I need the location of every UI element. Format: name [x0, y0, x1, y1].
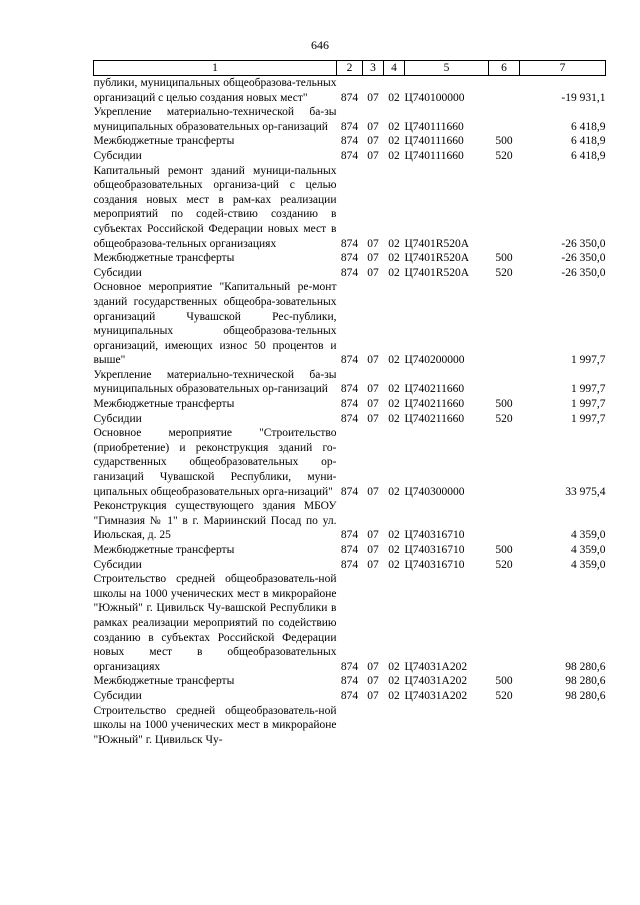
- row-subsection-code: 02: [388, 135, 400, 148]
- table-row: [94, 368, 606, 397]
- row-target-code: Ц7401R520А: [404, 266, 470, 279]
- table-row: [94, 280, 606, 368]
- row-name: Межбюджетные трансферты: [93, 544, 235, 556]
- row-amount: 6 418,9: [571, 120, 606, 133]
- row-ministry-code: 874: [340, 660, 359, 673]
- row-section-code: 07: [367, 149, 379, 162]
- row-target-code: Ц740316710: [404, 558, 465, 571]
- row-amount: 98 280,6: [565, 689, 606, 702]
- header-col-3: 3: [363, 61, 384, 76]
- row-ministry-code: 874: [340, 485, 359, 498]
- row-target-code: Ц740211660: [404, 398, 465, 411]
- row-amount: 98 280,6: [565, 660, 606, 673]
- table-row: [94, 397, 606, 412]
- row-name: Субсидии: [93, 689, 142, 702]
- header-col-1: 1: [94, 61, 337, 76]
- row-ministry-code: 874: [340, 135, 359, 148]
- row-section-code: 07: [367, 675, 379, 688]
- row-target-code: Ц74031А202: [404, 660, 468, 673]
- row-ministry-code: 874: [340, 675, 359, 688]
- table-row: [94, 704, 606, 748]
- row-ministry-code: 874: [340, 383, 359, 396]
- row-target-code: Ц74031А202: [404, 675, 468, 688]
- row-expense-type: 520: [495, 412, 513, 425]
- row-expense-type: [489, 499, 520, 543]
- table-row: [94, 689, 606, 704]
- row-subsection-code: 02: [388, 91, 400, 104]
- row-section-code: 07: [367, 529, 379, 542]
- table-row: [94, 105, 606, 134]
- table-row: [94, 543, 606, 558]
- row-name: Субсидии: [93, 149, 142, 162]
- row-subsection-code: 02: [388, 354, 400, 367]
- row-section-code: 07: [367, 266, 379, 279]
- row-expense-type: 520: [495, 266, 513, 279]
- row-name: Реконструкция существующего здания МБОУ "Гимназия № 1" в г. Мариинский Посад по ул. Июльская, д. 25: [93, 500, 337, 542]
- row-expense-type: 520: [495, 689, 513, 702]
- row-name: Строительство средней общеобразователь-ной школы на 1000 ученических мест в микрорайоне "Южный" г. Цивильск Чу-: [93, 704, 337, 746]
- row-name: Основное мероприятие "Капитальный ре-монт зданий государственных общеобра-зовательных организаций Чувашской Рес-публики, муниципальных общеобразова-тельных организаций, имеющих износ 50 процентов и выше": [93, 281, 337, 367]
- row-expense-type: [489, 368, 520, 397]
- row-subsection-code: 02: [388, 558, 400, 571]
- row-amount: 1 997,7: [571, 383, 606, 396]
- row-subsection-code: 02: [388, 485, 400, 498]
- row-amount: 6 418,9: [571, 135, 606, 148]
- row-amount: 1 997,7: [571, 398, 606, 411]
- row-ministry-code: 874: [340, 544, 359, 556]
- row-subsection-code: 02: [388, 237, 400, 250]
- row-name: Субсидии: [93, 558, 142, 571]
- row-section-code: 07: [367, 91, 379, 104]
- row-amount: 1 997,7: [571, 412, 606, 425]
- row-ministry-code: 874: [340, 266, 359, 279]
- row-target-code: Ц740316710: [404, 529, 465, 542]
- row-section-code: 07: [367, 354, 379, 367]
- table-row: [94, 426, 606, 499]
- row-ministry-code: [337, 704, 363, 748]
- row-subsection-code: 02: [388, 660, 400, 673]
- row-expense-type: 500: [495, 252, 513, 265]
- row-amount: 6 418,9: [571, 149, 606, 162]
- row-target-code: Ц740111660: [404, 149, 464, 162]
- row-ministry-code: 874: [340, 120, 359, 133]
- row-section-code: 07: [367, 660, 379, 673]
- row-subsection-code: 02: [388, 120, 400, 133]
- row-amount: -26 350,0: [561, 252, 606, 265]
- row-subsection-code: 02: [388, 529, 400, 542]
- row-ministry-code: 874: [340, 398, 359, 411]
- row-amount: [520, 704, 606, 748]
- row-expense-type: [489, 164, 520, 252]
- row-target-code: Ц740111660: [404, 120, 464, 133]
- row-amount: 4 359,0: [571, 544, 606, 556]
- row-subsection-code: 02: [388, 149, 400, 162]
- row-ministry-code: 874: [340, 558, 359, 571]
- row-section-code: [363, 704, 384, 748]
- row-subsection-code: 02: [388, 689, 400, 702]
- row-amount: 4 359,0: [571, 558, 606, 571]
- row-ministry-code: 874: [340, 237, 359, 250]
- row-expense-type: [489, 572, 520, 674]
- row-section-code: 07: [367, 135, 379, 148]
- row-expense-type: [489, 105, 520, 134]
- row-subsection-code: 02: [388, 675, 400, 688]
- table-row: [94, 134, 606, 149]
- row-name: Основное мероприятие "Строительство (приобретение) и реконструкция зданий го-сударственных общеобразовательных ор-ганизаций Чувашской Республики, муни-ципальных общеобразовательных орга-низаций": [93, 427, 337, 498]
- row-name: Межбюджетные трансферты: [93, 135, 235, 148]
- row-name: Строительство средней общеобразователь-ной школы на 1000 ученических мест в микрорайоне "Южный" г. Цивильск Чу-вашской Республики в рамках реализации мероприятий по содействию созданию в субъектах Российской Федерации новых мест в общеобразовательных организациях: [93, 573, 337, 673]
- row-subsection-code: 02: [388, 252, 400, 265]
- row-target-code: Ц7401R520А: [404, 252, 470, 265]
- row-amount: 1 997,7: [571, 354, 606, 367]
- row-name: Межбюджетные трансферты: [93, 398, 235, 411]
- row-target-code: [405, 704, 489, 748]
- table-header-row: [94, 61, 606, 76]
- table-row: [94, 499, 606, 543]
- header-col-2: 2: [337, 61, 363, 76]
- row-name: Укрепление материально-технической ба-зы муниципальных образовательных ор-ганизаций: [93, 368, 337, 396]
- row-amount: 33 975,4: [565, 485, 606, 498]
- row-subsection-code: 02: [388, 544, 400, 556]
- row-expense-type: 500: [495, 398, 513, 411]
- row-ministry-code: 874: [340, 529, 359, 542]
- row-section-code: 07: [367, 398, 379, 411]
- row-target-code: Ц740211660: [404, 383, 465, 396]
- row-section-code: 07: [367, 120, 379, 133]
- row-section-code: 07: [367, 558, 379, 571]
- row-expense-type: 500: [495, 135, 513, 148]
- table-body: [94, 76, 606, 748]
- row-name: Субсидии: [93, 412, 142, 425]
- table-row: [94, 251, 606, 266]
- row-ministry-code: 874: [340, 412, 359, 425]
- row-section-code: 07: [367, 252, 379, 265]
- row-amount: 4 359,0: [571, 529, 606, 542]
- row-section-code: 07: [367, 412, 379, 425]
- row-name: публики, муниципальных общеобразова-тельных организаций с целью создания новых мест": [93, 77, 337, 104]
- row-amount: 98 280,6: [565, 675, 606, 688]
- header-col-4: 4: [384, 61, 405, 76]
- row-expense-type: [489, 426, 520, 499]
- row-target-code: Ц740300000: [404, 485, 465, 498]
- row-subsection-code: [384, 704, 405, 748]
- row-ministry-code: 874: [340, 689, 359, 702]
- row-name: Капитальный ремонт зданий муници-пальных общеобразовательных организа-ций с целью создания новых мест в рам-ках реализации мероприятий по содей-ствию созданию в субъектах Российской Федерации новых мест в общеобразова-тельных организациях: [93, 164, 337, 250]
- header-col-5: 5: [405, 61, 489, 76]
- row-expense-type: [489, 280, 520, 368]
- row-section-code: 07: [367, 485, 379, 498]
- row-section-code: 07: [367, 689, 379, 702]
- table-row: [94, 164, 606, 252]
- row-target-code: Ц740316710: [404, 544, 465, 556]
- row-section-code: 07: [367, 383, 379, 396]
- row-expense-type: 500: [495, 544, 513, 556]
- row-expense-type: [489, 76, 520, 106]
- row-subsection-code: 02: [388, 266, 400, 279]
- row-expense-type: [489, 704, 520, 748]
- row-section-code: 07: [367, 237, 379, 250]
- row-expense-type: 520: [495, 558, 513, 571]
- row-target-code: Ц740211660: [404, 412, 465, 425]
- row-name: Межбюджетные трансферты: [93, 675, 235, 688]
- row-name: Укрепление материально-технической ба-зы муниципальных образовательных ор-ганизаций: [93, 106, 337, 133]
- row-target-code: Ц740200000: [404, 354, 465, 367]
- row-ministry-code: 874: [340, 354, 359, 367]
- row-target-code: Ц740100000: [404, 91, 465, 104]
- row-subsection-code: 02: [388, 412, 400, 425]
- header-col-6: 6: [489, 61, 520, 76]
- row-target-code: Ц740111660: [404, 135, 464, 148]
- row-amount: -19 931,1: [561, 91, 606, 104]
- table-row: [94, 572, 606, 674]
- table-row: [94, 149, 606, 164]
- row-ministry-code: 874: [340, 252, 359, 265]
- row-subsection-code: 02: [388, 383, 400, 396]
- row-section-code: 07: [367, 544, 379, 556]
- page-number: 646: [311, 38, 329, 52]
- row-ministry-code: 874: [340, 91, 359, 104]
- budget-table: [93, 60, 606, 747]
- row-target-code: Ц74031А202: [404, 689, 468, 702]
- row-expense-type: 500: [495, 675, 513, 688]
- row-target-code: Ц7401R520А: [404, 237, 470, 250]
- row-expense-type: 520: [495, 149, 513, 162]
- table-row: [94, 412, 606, 427]
- row-name: Субсидии: [93, 266, 142, 279]
- table-row: [94, 266, 606, 281]
- row-name: Межбюджетные трансферты: [93, 252, 235, 265]
- header-col-7: 7: [520, 61, 606, 76]
- table-row: [94, 674, 606, 689]
- row-amount: -26 350,0: [561, 266, 606, 279]
- row-subsection-code: 02: [388, 398, 400, 411]
- table-row: [94, 76, 606, 106]
- row-ministry-code: 874: [340, 149, 359, 162]
- row-amount: -26 350,0: [561, 237, 606, 250]
- table-row: [94, 558, 606, 573]
